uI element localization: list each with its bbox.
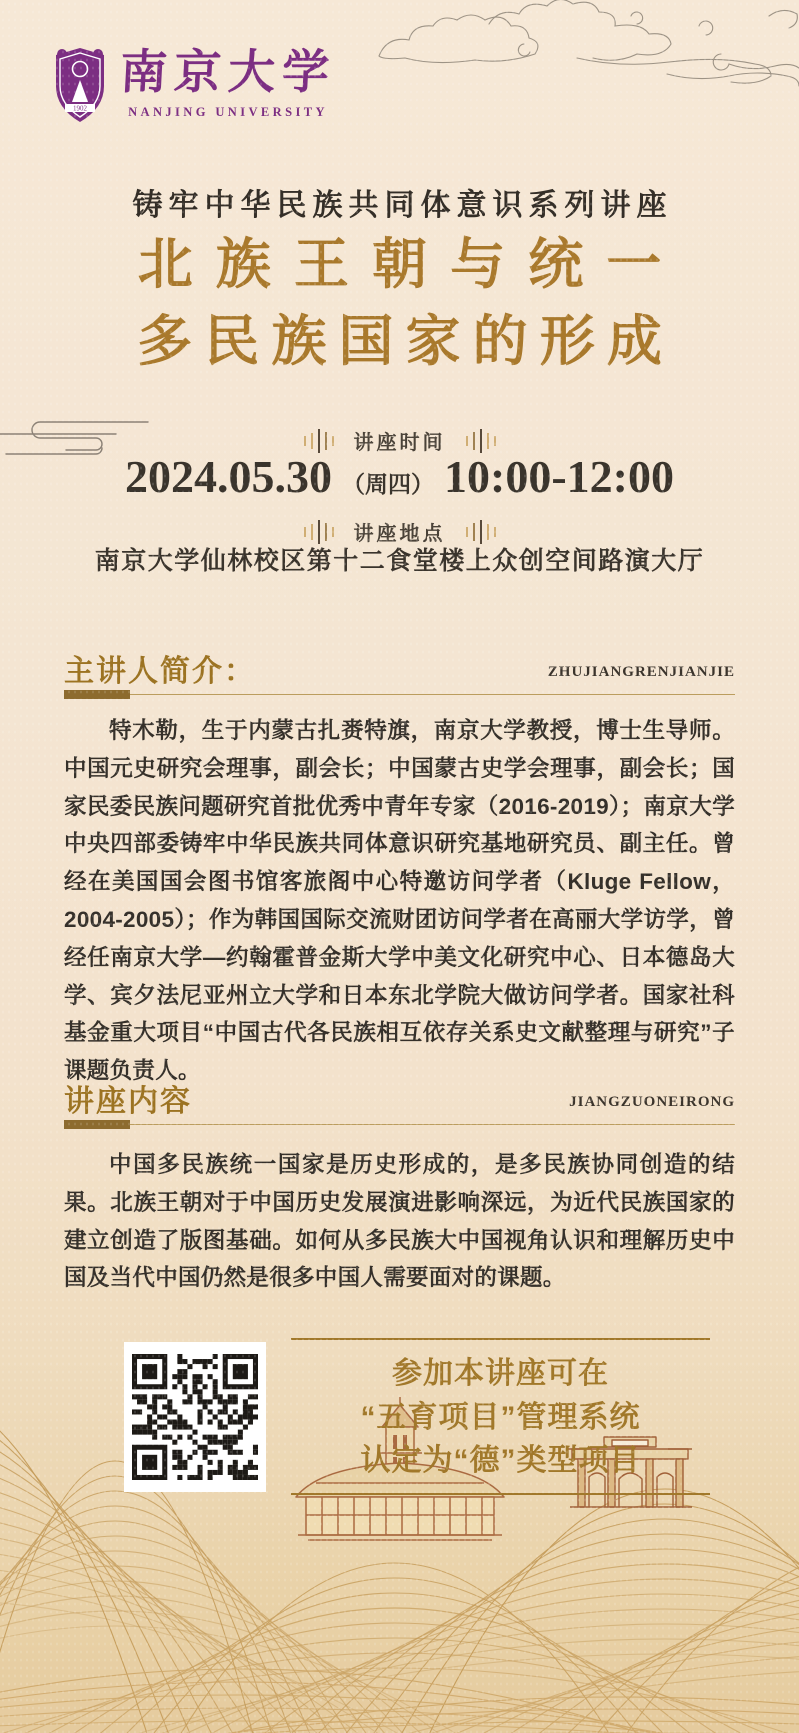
logo-name-en: NANJING UNIVERSITY (128, 105, 328, 119)
series-title: 铸牢中华民族共同体意识系列讲座 (132, 189, 673, 222)
section-divider (64, 1120, 735, 1129)
speaker-section-heading: 主讲人简介： (64, 655, 256, 688)
notice-line: “五育项目”管理系统 (360, 1400, 641, 1434)
qr-code (124, 1342, 266, 1492)
main-title-line2: 多民族国家的形成 (137, 311, 674, 372)
emblem-year: 1902 (73, 104, 87, 113)
location-label: 讲座地点 (353, 523, 446, 545)
time-label: 讲座时间 (353, 432, 446, 454)
lecture-time-range: 10:00-12:00 (444, 451, 674, 502)
lecture-abstract: 中国多民族统一国家是历史形成的，是多民族协同创造的结果。北族王朝对于中国历史发展演进影响深远，为近代民族国家的建立创造了版图基础。如何从多民族大中国视角认识和理解历史中国及当代中国仍然是很多中国人需要面对的课题。 (64, 1152, 735, 1291)
speaker-bio: 特木勒，生于内蒙古扎赉特旗，南京大学教授，博士生导师。中国元史研究会理事，副会长；中国蒙古史学会理事，副会长；国家民委民族问题研究首批优秀中青年专家（2016-2019）；南京大学中央四部委铸牢中华民族共同体意识研究基地研究员、副主任。曾经在美国国会图书馆客旅阁中心特邀访问学者（Kluge Fellow，2004-2005）；作为韩国国际交流财团访问学者在高丽大学访学，曾经任南京大学—约翰霍普金斯大学中美文化研究中心、日本德岛大学、宾夕法尼亚州立大学和日本东北学院大做访问学者。国家社科基金重大项目“中国古代各民族相互依存关系史文献整理与研究”子课题负责人。 (64, 718, 735, 1084)
qr-code-icon (132, 1354, 258, 1480)
nju-emblem-icon (52, 44, 108, 126)
speaker-section-pinyin: ZHUJIANGRENJIANJIE (547, 664, 735, 680)
content-section-heading: 讲座内容 (64, 1085, 192, 1118)
notice-line: 认定为“德”类型项目 (360, 1444, 641, 1477)
lecture-location: 南京大学仙林校区第十二食堂楼上众创空间路演大厅 (94, 547, 705, 575)
nju-logo (52, 44, 336, 126)
content-section-pinyin: JIANGZUONEIRONG (569, 1094, 735, 1110)
lecture-datetime (0, 450, 799, 503)
lecture-date: 2024.05.30 (125, 451, 333, 502)
logo-name-cn: 南京大学 (118, 45, 338, 100)
notice-line: 参加本讲座可在 (392, 1357, 609, 1390)
lecture-weekday: （周四） (342, 472, 435, 497)
main-title-line1: 北族王朝与统一 (137, 234, 685, 295)
main-title (0, 226, 799, 380)
nju-logo-text (120, 44, 336, 120)
section-divider (64, 690, 735, 699)
cloud-ornament-top-right (369, 0, 799, 108)
notice-panel (291, 1338, 710, 1495)
